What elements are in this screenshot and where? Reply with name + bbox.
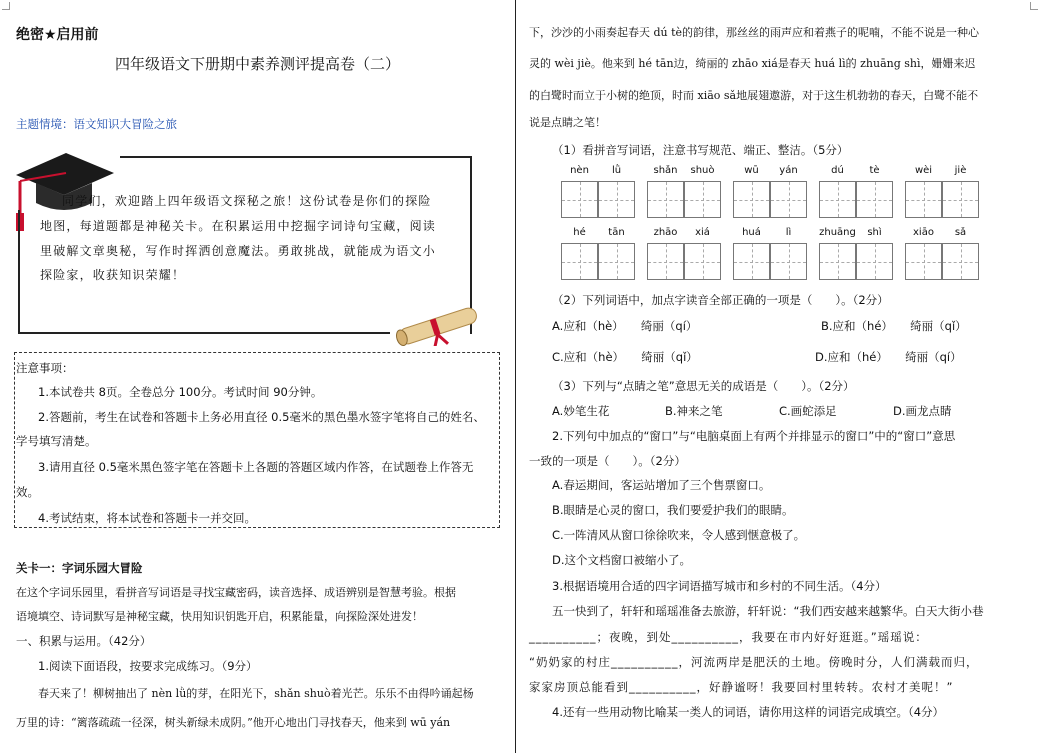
writing-cell[interactable] xyxy=(733,243,770,280)
pinyin-label: shì xyxy=(867,227,882,238)
writing-cell[interactable] xyxy=(684,243,721,280)
option-a[interactable]: A.春运期间，客运站增加了三个售票窗口。 xyxy=(552,478,771,492)
sub-question-1: （1）看拼音写词语，注意书写规范、端正、整洁。（5分） xyxy=(552,143,849,157)
option-d[interactable]: D.画龙点睛 xyxy=(893,404,952,418)
writing-cell[interactable] xyxy=(733,181,770,218)
writing-cell[interactable] xyxy=(856,181,893,218)
pinyin-box[interactable] xyxy=(819,227,893,280)
intro-frame xyxy=(18,332,390,334)
intro-text: 探险家，收获知识荣耀！ xyxy=(40,268,186,282)
writing-cell[interactable] xyxy=(819,243,856,280)
pinyin-label: shǎn xyxy=(653,165,678,176)
passage-text: 说是点睛之笔！ xyxy=(529,116,606,129)
pinyin-box[interactable] xyxy=(561,227,635,280)
pinyin-label: jiè xyxy=(954,165,967,176)
option-b[interactable]: B.应和（hé） 绮丽（qǐ） xyxy=(821,319,967,333)
writing-cell[interactable] xyxy=(905,243,942,280)
pinyin-label: yán xyxy=(779,165,798,176)
passage-text: 下，沙沙的小雨奏起春天 dú tè的韵律，那丝丝的雨声应和着燕子的呢喃，不能不说是一种心 xyxy=(529,26,980,39)
question-1: 1.阅读下面语段，按要求完成练习。（9分） xyxy=(38,659,258,673)
intro-frame xyxy=(18,210,20,334)
option-d[interactable]: D.这个文档窗口被缩小了。 xyxy=(552,553,692,567)
question-4: 4.还有一些用动物比喻某一类人的词语，请你用这样的词语完成填空。（4分） xyxy=(552,705,945,719)
column-divider xyxy=(515,0,516,753)
pinyin-label: sǎ xyxy=(954,227,967,238)
pinyin-box[interactable] xyxy=(733,227,807,280)
pinyin-box[interactable] xyxy=(819,165,893,218)
part-title: 一、积累与运用。（42分） xyxy=(16,634,152,648)
notice-title: 注意事项： xyxy=(16,361,74,375)
writing-cell[interactable] xyxy=(770,243,807,280)
pinyin-box[interactable] xyxy=(905,165,979,218)
corner-mark xyxy=(1030,2,1038,10)
option-a[interactable]: A.妙笔生花 xyxy=(552,404,610,418)
writing-cell[interactable] xyxy=(942,243,979,280)
pinyin-label: zhāo xyxy=(653,227,678,238)
option-a[interactable]: A.应和（hè） 绮丽（qí） xyxy=(552,319,698,333)
pinyin-box[interactable] xyxy=(905,227,979,280)
pinyin-label: shuò xyxy=(690,165,715,176)
pinyin-label: tān xyxy=(608,227,625,238)
question-2: 2.下列句中加点的“窗口”与“电脑桌面上有两个并排显示的窗口”中的“窗口”意思 xyxy=(552,429,956,443)
passage-text: 的白鹭时而立于小树的绝顶，时而 xiāo sǎ地展翅遨游，对于这生机勃勃的春天，白鹭不能不 xyxy=(529,89,979,102)
question-3-text: 五一快到了，轩轩和瑶瑶准备去旅游，轩轩说：“我们西安越来越繁华。白天大街小巷 xyxy=(552,604,984,618)
sub-question-3: （3）下列与“点睛之笔”意思无关的成语是（ ）。（2分） xyxy=(552,379,855,393)
pinyin-label: wèi xyxy=(914,165,933,176)
sub-question-2: （2）下列词语中，加点字读音全部正确的一项是（ ）。（2分） xyxy=(552,293,889,307)
option-c[interactable]: C.应和（hè） 绮丽（qǐ） xyxy=(552,350,698,364)
intro-text: 同学们，欢迎踏上四年级语文探秘之旅！这份试卷是你们的探险 xyxy=(62,194,432,208)
stage-desc: 语境填空、诗词默写是神秘宝藏，快用知识钥匙开启，积累能量，向探险深处进发！ xyxy=(16,610,423,623)
writing-cell[interactable] xyxy=(647,243,684,280)
intro-text: 地图，每道题都是神秘关卡。在积累运用中挖掘字词诗句宝藏，阅读 xyxy=(40,219,437,233)
pinyin-label: zhuāng xyxy=(819,227,856,238)
fill-blank-line[interactable]: 家家房顶总能看到__________，好静谧呀！我要回村里转转。农村才美呢！” xyxy=(529,680,954,694)
pinyin-label: huá xyxy=(742,227,761,238)
writing-cell[interactable] xyxy=(905,181,942,218)
writing-cell[interactable] xyxy=(856,243,893,280)
option-d[interactable]: D.应和（hé） 绮丽（qí） xyxy=(815,350,962,364)
notice-item: 2.答题前，考生在试卷和答题卡上务必用直径 0.5毫米的黑色墨水签字笔将自己的姓名、 xyxy=(38,410,485,424)
option-c[interactable]: C.画蛇添足 xyxy=(779,404,837,418)
option-c[interactable]: C.一阵清风从窗口徐徐吹来，令人感到惬意极了。 xyxy=(552,528,806,542)
pinyin-label: hé xyxy=(573,227,586,238)
writing-cell[interactable] xyxy=(647,181,684,218)
question-2: 一致的一项是（ ）。（2分） xyxy=(529,454,686,468)
writing-cell[interactable] xyxy=(770,181,807,218)
page-title: 四年级语文下册期中素养测评提高卷（二） xyxy=(114,55,400,73)
writing-cell[interactable] xyxy=(819,181,856,218)
pinyin-label: lì xyxy=(785,227,792,238)
secret-label: 绝密★启用前 xyxy=(16,27,99,43)
notice-item: 效。 xyxy=(16,485,39,499)
notice-item: 1.本试卷共 8页。全卷总分 100分。考试时间 90分钟。 xyxy=(38,385,323,399)
pinyin-label: xiāo xyxy=(913,227,934,238)
notice-item: 3.请用直径 0.5毫米黑色签字笔在答题卡上各题的答题区域内作答，在试题卷上作答无 xyxy=(38,460,474,474)
pinyin-label: lǜ xyxy=(611,165,622,176)
writing-cell[interactable] xyxy=(942,181,979,218)
pinyin-label: tè xyxy=(869,165,880,176)
pinyin-label: xiá xyxy=(695,227,710,238)
pinyin-label: dú xyxy=(831,165,844,176)
intro-text: 里破解文章奥秘，写作时挥洒创意魔法。勇敢挑战，就能成为语文小 xyxy=(40,244,437,258)
writing-cell[interactable] xyxy=(598,243,635,280)
pinyin-label: wū xyxy=(744,165,759,176)
theme-label: 主题情境：语文知识大冒险之旅 xyxy=(16,117,177,131)
question-3: 3.根据语境用合适的四字词语描写城市和乡村的不同生活。（4分） xyxy=(552,579,887,593)
diploma-scroll-icon xyxy=(392,306,484,346)
writing-cell[interactable] xyxy=(684,181,721,218)
passage-text: 春天来了！柳树抽出了 nèn lǜ的芽，在阳光下，shǎn shuò着光芒。乐乐不由得吟诵起杨 xyxy=(38,687,474,700)
pinyin-label: nèn xyxy=(570,165,589,176)
pinyin-box[interactable] xyxy=(647,227,721,280)
pinyin-box[interactable] xyxy=(647,165,721,218)
stage-title: 关卡一：字词乐园大冒险 xyxy=(16,561,143,575)
fill-blank-line[interactable]: “奶奶家的村庄__________，河流两岸是肥沃的土地。傍晚时分，人们满载而归， xyxy=(529,655,979,669)
writing-cell[interactable] xyxy=(598,181,635,218)
writing-cell[interactable] xyxy=(561,243,598,280)
option-b[interactable]: B.眼睛是心灵的窗口，我们要爱护我们的眼睛。 xyxy=(552,503,794,517)
pinyin-box[interactable] xyxy=(561,165,635,218)
notice-item: 学号填写清楚。 xyxy=(16,434,97,448)
notice-item: 4.考试结束，将本试卷和答题卡一并交回。 xyxy=(38,511,256,525)
stage-desc: 在这个字词乐园里，看拼音写词语是寻找宝藏密码，读音选择、成语辨别是智慧考验。根据 xyxy=(16,586,456,599)
writing-cell[interactable] xyxy=(561,181,598,218)
fill-blank-line[interactable]: __________；夜晚，到处__________，我要在市内好好逛逛。”瑶瑶说： xyxy=(529,630,928,644)
passage-text: 万里的诗：“篱落疏疏一径深，树头新绿未成阴。”他开心地出门寻找春天，他来到 wū yán xyxy=(16,716,451,729)
corner-mark xyxy=(2,2,10,10)
intro-frame xyxy=(120,156,472,158)
option-b[interactable]: B.神来之笔 xyxy=(665,404,723,418)
passage-text: 灵的 wèi jiè。他来到 hé tān边，绮丽的 zhāo xiá是春天 huá lì的 zhuāng shì，姗姗来迟 xyxy=(529,57,976,70)
pinyin-box[interactable] xyxy=(733,165,807,218)
